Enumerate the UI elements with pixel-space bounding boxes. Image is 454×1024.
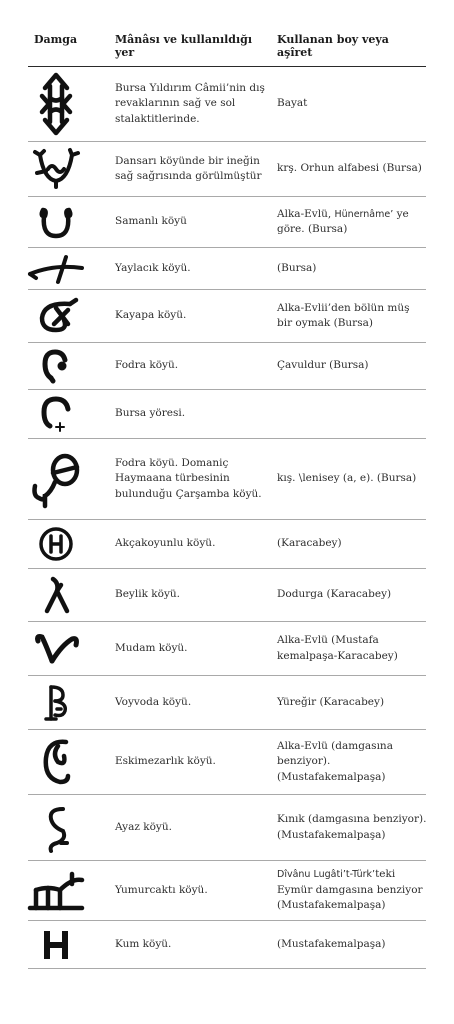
table-header [28, 0, 426, 67]
cell-manasi: Kayapa köyü. [115, 309, 187, 322]
cell-boy: Alka-Evlü, Hünernâme’ ye göre. (Bursa) [277, 207, 409, 235]
table-row [28, 622, 426, 676]
cell-boy: (Mustafakemalpaşa) [277, 937, 386, 950]
cell-manasi: Beylik köyü. [115, 588, 180, 601]
table-row [28, 142, 426, 197]
cell-boy: (Karacabey) [277, 537, 342, 550]
table-row [28, 676, 426, 730]
column-header-damga: Damga [34, 33, 78, 46]
table-row [28, 569, 426, 622]
h-glyph-icon [28, 921, 84, 968]
column-header-manasi: Mânâsı ve kullanıldığı yer [115, 33, 253, 59]
cell-manasi: Ayaz köyü. [115, 820, 172, 833]
cell-manasi: Fodra köyü. Domaniç Haymaana türbesinin bulunduğu Çarşamba köyü. [115, 456, 262, 500]
table-row [28, 67, 426, 142]
table-row [28, 730, 426, 795]
cell-manasi: Bursa yöresi. [115, 407, 186, 420]
cell-manasi: Akçakoyunlu köyü. [115, 537, 216, 550]
cell-boy: Alka-Evlii’den bölün müş bir oymak (Bursa) [277, 301, 410, 329]
open-ring-plus-glyph-icon [28, 390, 84, 438]
curl-cross-glyph-icon [28, 290, 84, 342]
cell-boy: kış. \lenisey (a, e). (Bursa) [277, 472, 417, 485]
cell-boy: krş. Orhun alfabesi (Bursa) [277, 162, 422, 175]
cell-manasi: Dansarı köyünde bir ineğin sağ sağrısında görülmüştür [115, 154, 262, 182]
cell-manasi: Yumurcaktı köyü. [115, 883, 208, 896]
curled-u-glyph-icon [28, 197, 84, 247]
table-row [28, 343, 426, 390]
table-row [28, 390, 426, 439]
spiral-c-glyph-icon [28, 730, 84, 794]
cell-boy: Kınık (damgasına benziyor). (Mustafakemalpaşa) [277, 813, 427, 841]
bow-arrow-glyph-icon [28, 248, 84, 289]
cell-manasi: Eskimezarlık köyü. [115, 755, 216, 768]
scroll-glyph-icon [28, 676, 84, 729]
table-row [28, 197, 426, 248]
column-header-boy: Kullanan boy veya aşîret [277, 33, 389, 59]
table-row [28, 439, 426, 520]
cell-manasi: Bursa Yıldırım Câmii’nin dış revaklarının sağ ve sol stalaktitlerinde. [115, 81, 265, 125]
table-body [28, 67, 426, 969]
cell-manasi: Voyvoda köyü. [115, 695, 192, 708]
cell-manasi: Mudam köyü. [115, 641, 188, 654]
circle-slash-hook-glyph-icon [28, 439, 84, 519]
curled-v-glyph-icon [28, 622, 84, 675]
open-ring-glyph-icon [28, 343, 84, 389]
cell-boy: (Bursa) [277, 261, 317, 274]
cell-manasi: Fodra köyü. [115, 359, 179, 372]
cell-boy: Dîvânu Lugâti’t-Türk’teki Eymür damgasına benziyor (Mustafakemalpaşa) [277, 868, 423, 912]
cell-boy: Dodurga (Karacabey) [277, 588, 392, 601]
branched-horns-glyph-icon [28, 142, 84, 196]
table-row [28, 290, 426, 343]
circled-h-glyph-icon [28, 520, 84, 568]
cell-boy: Bayat [277, 97, 308, 110]
cell-boy: Çavuldur (Bursa) [277, 359, 369, 372]
cell-boy: Alka-Evlü (Mustafa kemalpaşa-Karacabey) [277, 634, 398, 662]
cell-manasi: Samanlı köyü [115, 215, 187, 228]
cell-manasi: Kum köyü. [115, 937, 172, 950]
cell-boy [277, 390, 427, 438]
cell-boy: Yüreğir (Karacabey) [277, 695, 385, 708]
table-row [28, 795, 426, 861]
table-row [28, 921, 426, 969]
table-row [28, 520, 426, 569]
arrow-loop-glyph-icon [28, 67, 84, 141]
table-row [28, 861, 426, 921]
cell-boy: Alka-Evlü (damgasına benziyor). (Mustafakemalpaşa) [277, 739, 393, 783]
tongs-glyph-icon [28, 569, 84, 621]
cell-manasi: Yaylacık köyü. [115, 261, 191, 274]
s-hook-glyph-icon [28, 795, 84, 860]
damga-table [28, 0, 426, 969]
comb-glyph-icon [28, 861, 84, 920]
table-row [28, 248, 426, 290]
